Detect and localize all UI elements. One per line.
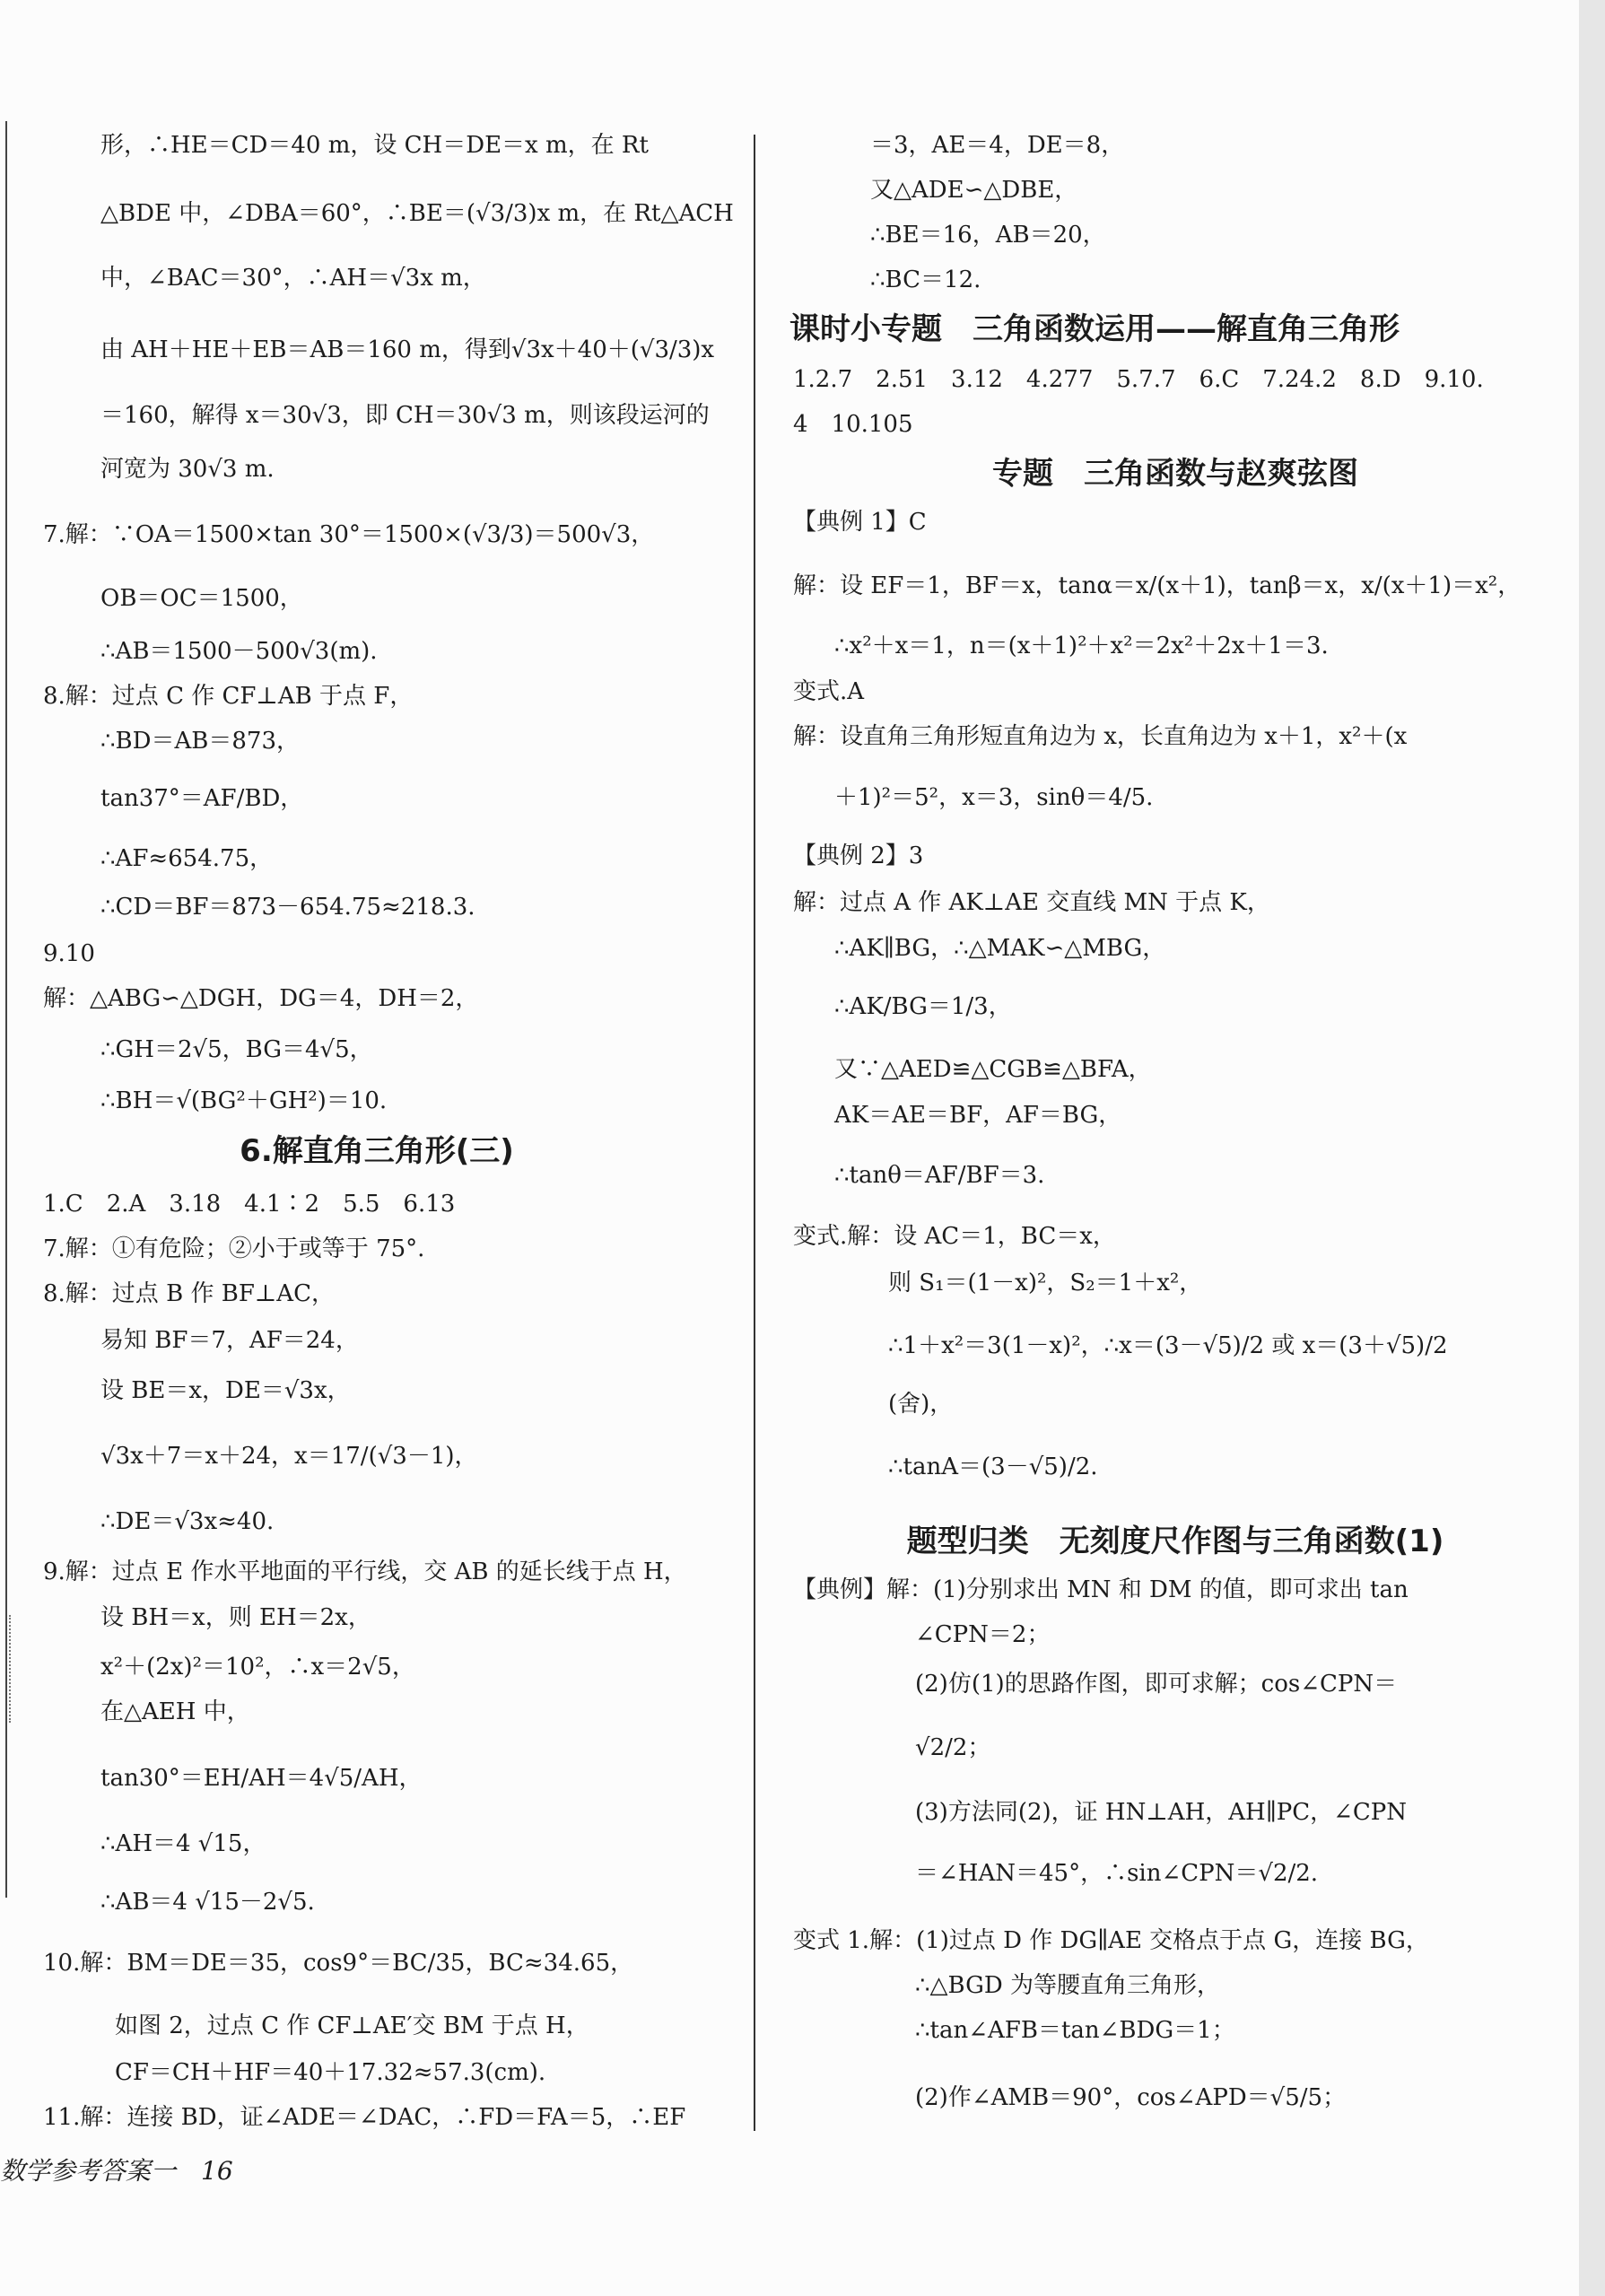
text-line: ∴BE＝16，AB＝20， bbox=[870, 222, 1106, 249]
text-line: 设 BH＝x，则 EH＝2x， bbox=[100, 1604, 371, 1631]
text-line: 7.解：∵OA＝1500×tan 30°＝1500×(√3/3)＝500√3， bbox=[43, 521, 655, 548]
text-line: 又△ADE∽△DBE， bbox=[870, 177, 1078, 204]
text-line: 9.10 bbox=[43, 940, 95, 967]
text-line: (3)方法同(2)，证 HN⊥AH，AH∥PC，∠CPN bbox=[915, 1799, 1408, 1826]
text-line: 1.2.7 2.51 3.12 4.277 5.7.7 6.C 7.24.2 8.D 9.10. bbox=[793, 366, 1484, 393]
text-line: 河宽为 30√3 m. bbox=[100, 456, 275, 483]
text-line: 在△AEH 中， bbox=[100, 1698, 250, 1725]
text-line: 【典例】解：(1)分别求出 MN 和 DM 的值，即可求出 tan bbox=[793, 1576, 1409, 1603]
text-line: 解：过点 A 作 AK⊥AE 交直线 MN 于点 K， bbox=[793, 889, 1270, 916]
text-line: 1.C 2.A 3.18 4.1∶2 5.5 6.13 bbox=[43, 1191, 456, 1218]
text-line: tan30°＝EH/AH＝4√5/AH， bbox=[100, 1765, 423, 1792]
text-line: 变式.A bbox=[793, 678, 865, 705]
text-line: ∴x²＋x＝1，n＝(x＋1)²＋x²＝2x²＋2x＋1＝3. bbox=[834, 633, 1329, 659]
text-line: AK＝AE＝BF，AF＝BG， bbox=[834, 1102, 1122, 1129]
text-line: ∴tanθ＝AF/BF＝3. bbox=[834, 1162, 1045, 1189]
text-line: ∴AK∥BG，∴△MAK∽△MBG， bbox=[834, 935, 1166, 962]
section-heading: 专题 三角函数与赵爽弦图 bbox=[992, 456, 1358, 492]
text-line: ∴AH＝4 √15， bbox=[100, 1830, 266, 1857]
text-line: 形，∴HE＝CD＝40 m，设 CH＝DE＝x m，在 Rt bbox=[100, 132, 649, 159]
text-line: x²＋(2x)²＝10²，∴x＝2√5， bbox=[100, 1654, 415, 1681]
left-column bbox=[0, 0, 754, 2296]
text-line: ∴AB＝4 √15－2√5. bbox=[100, 1889, 315, 1916]
text-line: 易知 BF＝7，AF＝24， bbox=[100, 1327, 359, 1354]
text-line: ∴DE＝√3x≈40. bbox=[100, 1508, 275, 1535]
text-line: 4 10.105 bbox=[793, 411, 913, 438]
text-line: ＝3，AE＝4，DE＝8， bbox=[870, 132, 1125, 159]
text-line: 变式 1.解：(1)过点 D 作 DG∥AE 交格点于点 G，连接 BG， bbox=[793, 1927, 1429, 1954]
column-divider bbox=[754, 135, 755, 2131]
text-line: 又∵△AED≌△CGB≌△BFA， bbox=[834, 1056, 1152, 1083]
text-line: ＝∠HAN＝45°，∴sin∠CPN＝√2/2. bbox=[915, 1860, 1319, 1887]
section-heading: 题型归类 无刻度尺作图与三角函数(1) bbox=[906, 1523, 1444, 1559]
text-line: ∴CD＝BF＝873－654.75≈218.3. bbox=[100, 894, 475, 921]
text-line: ∴△BGD 为等腰直角三角形， bbox=[915, 1972, 1221, 1999]
text-line: 10.解：BM＝DE＝35，cos9°＝BC/35，BC≈34.65， bbox=[43, 1950, 634, 1977]
right-column bbox=[772, 0, 1579, 2296]
text-line: ∠CPN＝2； bbox=[915, 1621, 1051, 1648]
text-line: OB＝OC＝1500， bbox=[100, 585, 303, 612]
text-line: 解：设 EF＝1，BF＝x，tanα＝x/(x＋1)，tanβ＝x，x/(x＋1)＝x²， bbox=[793, 572, 1522, 599]
text-line: ∴AB＝1500－500√3(m). bbox=[100, 638, 378, 665]
text-line: 中，∠BAC＝30°，∴AH＝√3x m， bbox=[100, 265, 486, 292]
text-line: 则 S₁＝(1－x)²，S₂＝1＋x²， bbox=[888, 1270, 1203, 1296]
text-line: √2/2； bbox=[915, 1734, 991, 1761]
text-line: 11.解：连接 BD，证∠ADE＝∠DAC，∴FD＝FA＝5，∴EF bbox=[43, 2104, 686, 2131]
text-line: ∴GH＝2√5，BG＝4√5， bbox=[100, 1036, 373, 1063]
text-line: ∴AK/BG＝1/3， bbox=[834, 993, 1012, 1020]
text-line: ∴tanA＝(3－√5)/2. bbox=[888, 1454, 1098, 1480]
text-line: △BDE 中，∠DBA＝60°，∴BE＝(√3/3)x m，在 Rt△ACH bbox=[100, 200, 734, 227]
page-footer: 数学参考答案一 16 bbox=[0, 2156, 233, 2186]
text-line: ∴BH＝√(BG²＋GH²)＝10. bbox=[100, 1087, 388, 1114]
text-line: ∴AF≈654.75， bbox=[100, 845, 274, 872]
text-line: ∴BD＝AB＝873， bbox=[100, 728, 301, 755]
text-line: tan37°＝AF/BD， bbox=[100, 785, 304, 812]
text-line: ＋1)²＝5²，x＝3，sinθ＝4/5. bbox=[834, 784, 1154, 811]
text-line: √3x＋7＝x＋24，x＝17/(√3－1)， bbox=[100, 1443, 478, 1470]
text-line: 变式.解：设 AC＝1，BC＝x， bbox=[793, 1223, 1116, 1250]
text-line: 解：设直角三角形短直角边为 x，长直角边为 x＋1，x²＋(x bbox=[793, 723, 1408, 750]
text-line: 【典例 2】3 bbox=[793, 842, 924, 869]
text-line: ＝160，解得 x＝30√3，即 CH＝30√3 m，则该段运河的 bbox=[100, 402, 710, 429]
section-heading: 6.解直角三角形(三) bbox=[240, 1133, 514, 1169]
section-heading: 课时小专题 三角函数运用——解直角三角形 bbox=[789, 311, 1400, 347]
text-line: 8.解：过点 C 作 CF⊥AB 于点 F， bbox=[43, 683, 414, 710]
text-line: 【典例 1】C bbox=[793, 509, 927, 536]
text-line: (2)仿(1)的思路作图，即可求解；cos∠CPN＝ bbox=[915, 1671, 1398, 1698]
text-line: (舍)， bbox=[888, 1391, 954, 1418]
text-line: 设 BE＝x，DE＝√3x， bbox=[100, 1377, 351, 1404]
text-line: 7.解：①有危险；②小于或等于 75°. bbox=[43, 1235, 425, 1262]
page-edge-shadow bbox=[1579, 0, 1605, 2296]
text-line: ∴BC＝12. bbox=[870, 266, 981, 293]
text-line: ∴tan∠AFB＝tan∠BDG＝1； bbox=[915, 2017, 1235, 2044]
text-line: CF＝CH＋HF＝40＋17.32≈57.3(cm). bbox=[115, 2059, 546, 2086]
text-line: 由 AH＋HE＋EB＝AB＝160 m，得到√3x＋40＋(√3/3)x bbox=[100, 336, 715, 363]
text-line: 9.解：过点 E 作水平地面的平行线，交 AB 的延长线于点 H， bbox=[43, 1558, 687, 1585]
text-line: 如图 2，过点 C 作 CF⊥AE′交 BM 于点 H， bbox=[115, 2012, 589, 2039]
text-line: ∴1＋x²＝3(1－x)²，∴x＝(3－√5)/2 或 x＝(3＋√5)/2 bbox=[888, 1332, 1448, 1359]
text-line: (2)作∠AMB＝90°，cos∠APD＝√5/5； bbox=[915, 2084, 1347, 2111]
text-line: 解：△ABG∽△DGH，DG＝4，DH＝2， bbox=[43, 985, 479, 1012]
text-line: 8.解：过点 B 作 BF⊥AC， bbox=[43, 1280, 335, 1307]
